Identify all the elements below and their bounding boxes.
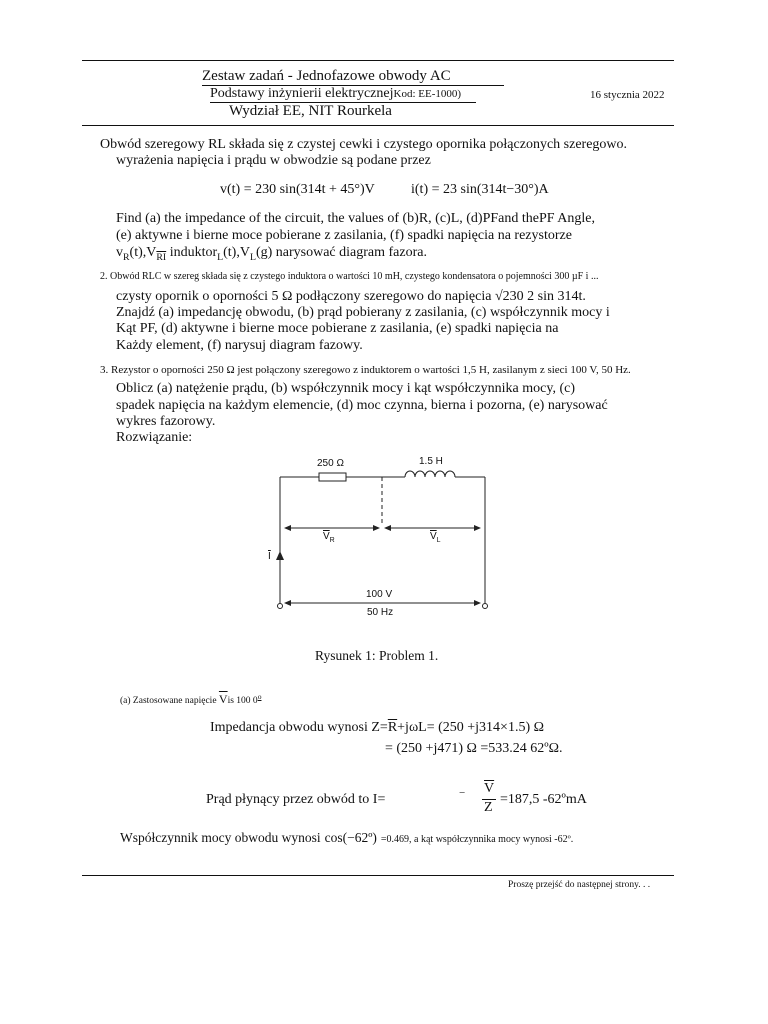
v-symbol: v — [116, 245, 123, 260]
impedance-line1 — [210, 720, 544, 736]
vl-label — [430, 531, 441, 544]
pf-text: Współczynnik mocy obwodu wynosi — [120, 830, 321, 845]
document-date: 16 stycznia 2022 — [590, 89, 665, 101]
right-terminal — [483, 604, 488, 609]
problem1-line2: wyrażenia napięcia i prądu w obwodzie są podane przez — [116, 153, 431, 168]
vr-label — [323, 531, 335, 544]
vr-subscript: R — [329, 537, 335, 544]
solution-label: Rozwiązanie: — [116, 430, 193, 445]
next-page-note: Proszę przejść do następnej strony. . . — [508, 880, 651, 890]
current-label: $\overline{I}$ — [268, 551, 271, 562]
supply-voltage-label: 100 V — [366, 589, 393, 600]
impedance-line2: = (250 +j471) Ω =533.24 62ºΩ. — [385, 741, 563, 756]
problem3-line3: spadek napięcia na każdym elemencie, (d) moc czynna, bierna i pozorna, (e) narysować — [116, 398, 608, 413]
footer-rule — [82, 875, 674, 876]
figure-caption: Rysunek 1: Problem 1. — [315, 648, 439, 663]
left-terminal — [278, 604, 283, 609]
current-line: Prąd płynący przez obwód to I= — [206, 792, 386, 807]
inductor-label: 1.5 H — [419, 456, 443, 467]
fraction-numerator: $\overline{V}$ — [484, 781, 495, 796]
pf-cos: cos(−62º) — [324, 830, 377, 845]
impedance-prefix: Impedancja obwodu wynosi Z= — [210, 720, 388, 735]
inductor-symbol — [405, 471, 455, 477]
part-a-text: (a) Zastosowane napięcie — [120, 696, 217, 707]
vr-symbol: $\overline{V}$ — [323, 531, 330, 542]
problem3-line2: Oblicz (a) natężenie prądu, (b) współczynnik mocy i kąt współczynnika mocy, (c) — [116, 381, 575, 396]
subscript-ri: RI — [156, 251, 167, 263]
current-result: =187,5 -62ºmA — [500, 792, 587, 807]
impedance-expression: +jωL= (250 +j314×1.5) Ω — [397, 720, 545, 735]
fraction-denominator: $\overline{Z}$ — [484, 800, 493, 815]
subject-code: Kod: EE-1000) — [393, 88, 462, 100]
text-t: (t), — [129, 245, 147, 260]
problem2-line4: Kąt PF, (d) aktywne i bierne moce pobierane z zasilania, (e) spadki napięcia na — [116, 321, 559, 336]
subject-name: Podstawy inżynierii elektrycznej — [210, 86, 394, 101]
fraction-minus: − — [459, 787, 466, 799]
subscript-l1: L — [217, 251, 224, 263]
text-inductor: induktor — [166, 245, 218, 260]
power-factor-line — [120, 829, 573, 847]
part-a-degree: o — [257, 692, 262, 701]
resistor-symbol — [319, 473, 346, 481]
document-title: Zestaw zadań - Jednofazowe obwody AC — [202, 68, 451, 84]
solution-part-a — [120, 692, 261, 707]
problem2-line5: Każdy element, (f) narysuj diagram fazowy. — [116, 338, 363, 353]
supply-frequency-label: 50 Hz — [367, 607, 394, 618]
problem2-line3: Znajdź (a) impedancję obwodu, (b) prąd pobierany z zasilania, (c) współczynnik mocy i — [116, 305, 610, 320]
voltage-equation: v(t) = 230 sin(314t + 45°)V — [220, 182, 375, 197]
current-equation: i(t) = 23 sin(314t−30°)A — [411, 182, 549, 197]
problem3-line1: 3. Rezystor o oporności 250 Ω jest połączony szeregowo z induktorem o wartości 1,5 H, zasilanym z sieci 100 V, 50 Hz. — [100, 364, 631, 376]
problem3-line4: wykres fazorowy. — [116, 414, 216, 429]
subscript-l2: L — [249, 251, 256, 263]
department: Wydział EE, NIT Rourkela — [229, 103, 392, 119]
pf-result: =0.469, a kąt współczynnika mocy wynosi -62º. — [380, 834, 574, 845]
subscript-r: R — [123, 251, 130, 263]
v-phasor-symbol: $\overline{V}$ — [218, 692, 228, 707]
problem2-line1: 2. Obwód RLC w szereg składa się z czystego induktora o wartości 10 mH, czystego kondensatora o pojemności 300 µF i ... — [100, 271, 599, 282]
vl-symbol: $\overline{V}$ — [430, 531, 437, 542]
problem1-line1: Obwód szeregowy RL składa się z czystej cewki i czystego opornika połączonych szeregowo. — [100, 137, 628, 152]
v-symbol-ri: V — [146, 245, 157, 260]
part-a-value: is 100 0 — [227, 696, 258, 707]
text-phasor: (g) narysować diagram fazora. — [255, 245, 427, 260]
text-vl: (t),V — [223, 245, 250, 260]
problem1-line3: Find (a) the impedance of the circuit, the values of (b)R, (c)L, (d)PFand thePF Angle, — [116, 211, 595, 226]
r-phasor-symbol: $\overline{R}$ — [387, 720, 398, 735]
resistor-label: 250 Ω — [317, 458, 344, 469]
problem2-line2: czysty opornik o oporności 5 Ω podłączony szeregowo do napięcia √230 2 sin 314t. — [116, 289, 586, 304]
problem1-line4: (e) aktywne i bierne moce pobierane z zasilania, (f) spadki napięcia na rezystorze — [116, 228, 572, 243]
vl-subscript: L — [436, 537, 441, 544]
